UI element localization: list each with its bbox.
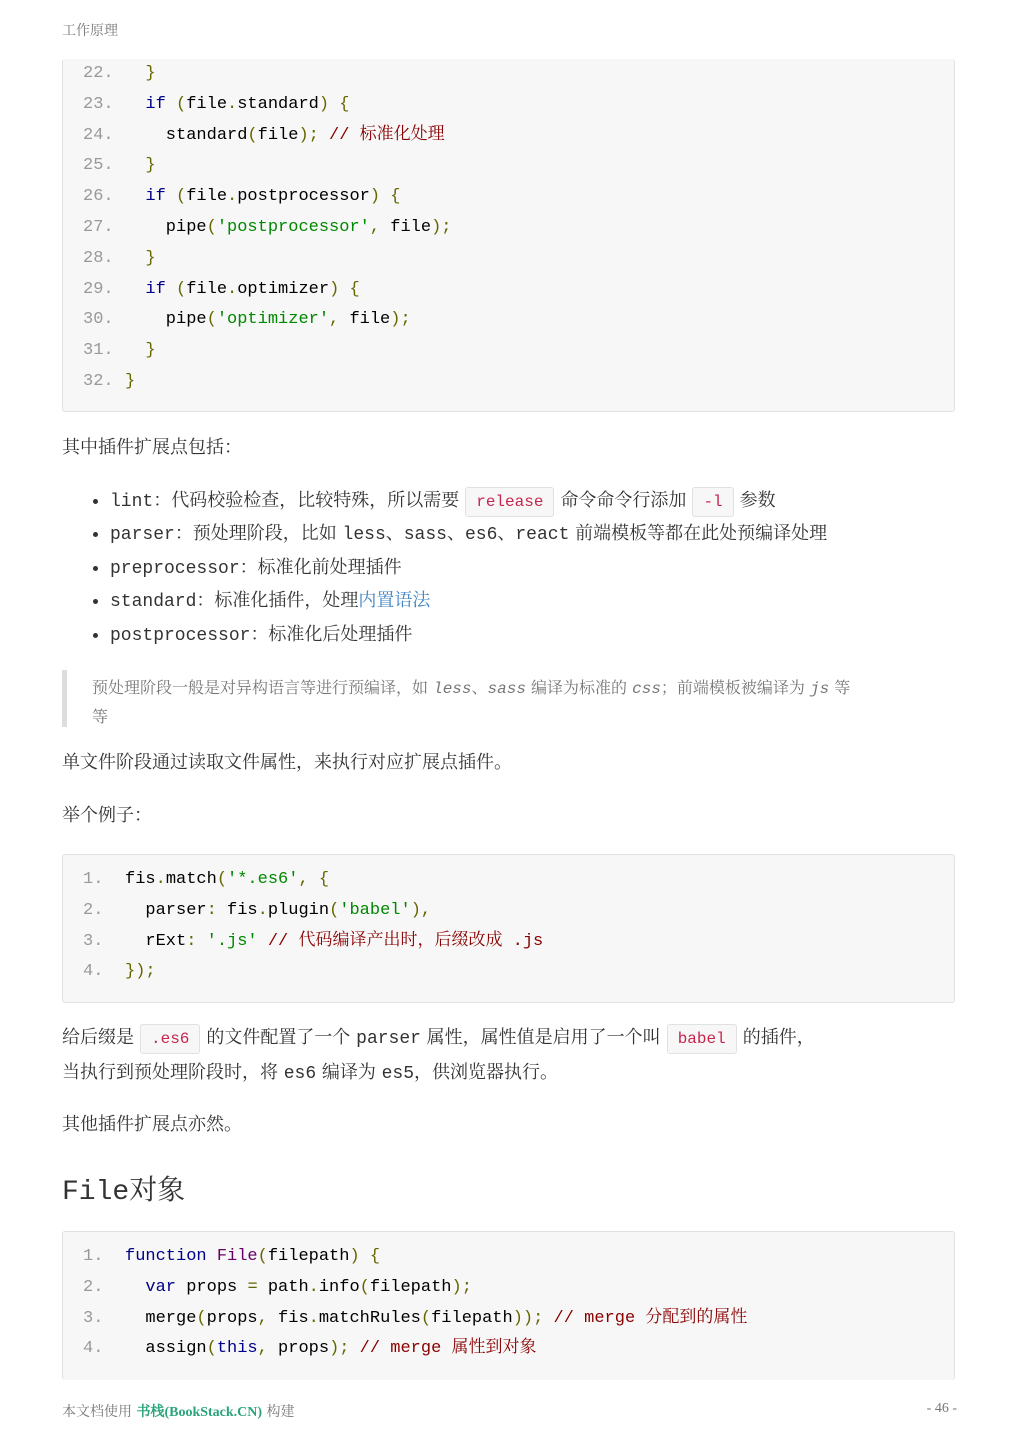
code-line [63,896,954,927]
code-block-file-pipeline [62,59,955,412]
line-number: 32. [83,371,114,391]
code-text: parser: fis.plugin('babel'), [125,900,432,920]
line-number: 23. [83,94,114,114]
code-text: assign(this, props); // merge 属性到对象 [125,1339,537,1359]
code-line [63,121,954,152]
page-number: - 46 - [926,1401,957,1416]
code-text: fis.match('*.es6', { [125,870,330,889]
code-line [63,275,954,306]
page-header-title: 工作原理 [62,23,118,39]
code-text: if (file.optimizer) { [145,279,360,299]
code-text: if (file.standard) { [145,94,350,114]
code-text: } [145,64,156,83]
code-line [63,90,954,121]
line-number: 1. [83,870,104,889]
code-text: } [145,341,156,361]
code-line [63,1242,954,1273]
builtin-syntax-link[interactable]: 内置语法 [358,590,431,612]
line-number: 28. [83,248,114,268]
code-text: }); [125,962,156,982]
code-text: pipe('optimizer', file); [125,310,411,330]
code-text: rExt: '.js' // 代码编译产出时，后缀改成 .js [125,931,544,951]
code-line [63,151,954,182]
code-line [63,865,954,896]
line-number: 24. [83,125,114,145]
bookstack-link[interactable]: 书栈(BookStack.CN) [136,1405,263,1420]
list-item-lint: • lint：代码校验检查，比较特殊，所以需要 release 命令命令行添加 -l 参数 [110,484,827,517]
code-text: merge(props, fis.matchRules(filepath)); // merge 分配到的属性 [125,1308,748,1328]
line-number: 3. [83,1308,104,1328]
line-number: 29. [83,279,114,299]
es6-explanation-paragraph: 给后缀是 .es6 的文件配置了一个 parser 属性，属性值是启用了一个叫 babel 的插件， 当执行到预处理阶段时，将 es6 编译为 es5，供浏览器执行。 [62,1021,815,1091]
code-line [63,1273,954,1304]
release-code: release [465,487,554,517]
list-item-postprocessor: • postprocessor：标准化后处理插件 [110,618,827,651]
code-line [63,927,954,958]
single-file-stage-text: 单文件阶段通过读取文件属性，来执行对应扩展点插件。 [62,752,512,773]
code-line [63,1334,954,1365]
code-line [63,305,954,336]
code-text: standard(file); // 标准化处理 [125,125,445,145]
babel-code: babel [667,1024,737,1054]
code-line [63,336,954,367]
line-number: 4. [83,1339,104,1359]
es6-code: .es6 [140,1024,200,1054]
code-line [63,213,954,244]
line-number: 25. [83,156,114,176]
line-number: 3. [83,931,104,951]
code-block-fis-match [62,854,955,1003]
line-number: 2. [83,1277,104,1297]
code-text: pipe('postprocessor', file); [125,217,452,237]
plugin-extension-list [62,484,827,651]
line-number: 4. [83,962,104,982]
line-number: 26. [83,187,114,207]
code-line [63,367,954,398]
code-line [63,59,954,90]
line-number: 31. [83,341,114,361]
list-item-preprocessor: • preprocessor：标准化前处理插件 [110,551,827,584]
code-line [63,1304,954,1335]
line-number: 30. [83,310,114,330]
line-number: 1. [83,1247,104,1266]
lint-key: lint [110,492,154,512]
standard-key: standard [110,592,197,613]
code-text: var props = path.info(filepath); [145,1277,472,1297]
flag-l-code: -l [692,487,733,517]
other-extensions-text: 其他插件扩展点亦然。 [62,1114,242,1135]
code-block-file-constructor [62,1231,955,1380]
example-intro-text: 举个例子： [62,805,152,826]
code-line [63,957,954,988]
code-text: } [145,156,156,176]
code-line [63,244,954,275]
postprocessor-key: postprocessor [110,625,251,646]
quote-line-1: 预处理阶段一般是对异构语言等进行预编译，如 less、sass 编译为标准的 css；前端模板被编译为 js 等 [92,678,851,698]
quote-line-2: 等 [92,707,109,726]
line-number: 2. [83,900,104,920]
file-object-heading: File对象 [62,1173,186,1208]
preprocess-blockquote [62,670,955,727]
code-text: } [145,248,156,268]
line-number: 22. [83,64,114,83]
code-text: function File(filepath) { [125,1247,381,1266]
parser-key: parser [110,525,175,546]
line-number: 27. [83,217,114,237]
plugin-intro-text: 其中插件扩展点包括： [62,437,242,458]
code-text: } [125,371,136,391]
list-item-parser: • parser：预处理阶段，比如 less、sass、es6、react 前端模板等都在此处预编译处理 [110,517,827,550]
code-text: if (file.postprocessor) { [145,187,401,207]
preprocessor-key: preprocessor [110,558,240,579]
code-line [63,182,954,213]
footer-credit: 本文档使用 书栈(BookStack.CN) 构建 [62,1404,295,1420]
list-item-standard: • standard：标准化插件，处理内置语法 [110,584,827,617]
